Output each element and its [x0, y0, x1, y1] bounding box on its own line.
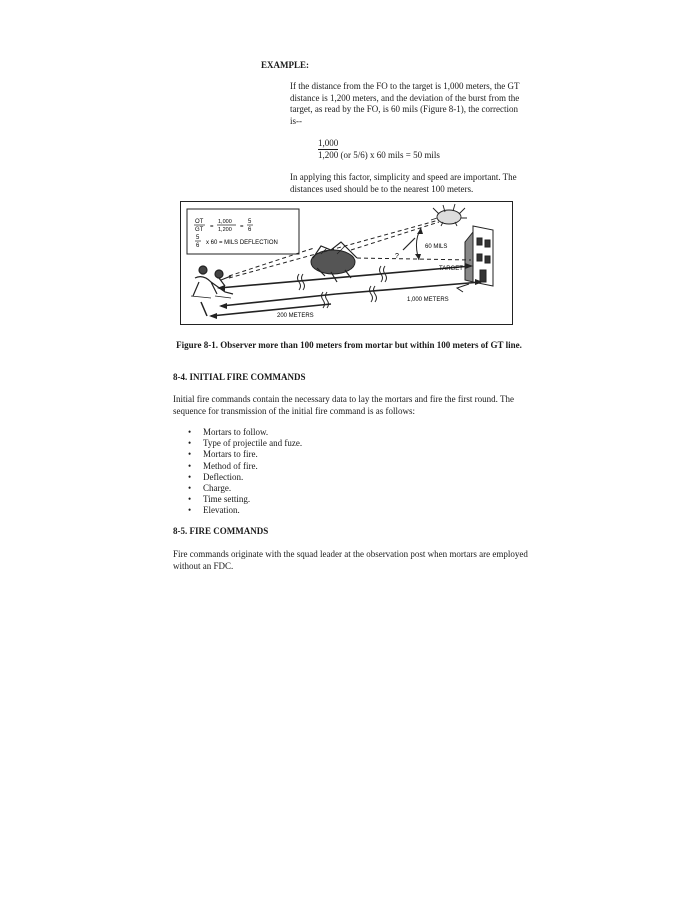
- formula-ot: OT: [195, 219, 204, 225]
- label-1000-meters: 1,000 METERS: [407, 297, 449, 303]
- label-60-mils: 60 MILS: [425, 244, 448, 250]
- burst-explosion-icon: [431, 204, 467, 226]
- formula-1200: 1,200: [218, 227, 232, 233]
- list-item: • Method of fire.: [188, 461, 302, 472]
- formula-box: [187, 209, 299, 254]
- figure-illustration: [181, 202, 511, 323]
- section-8-4-paragraph: Initial fire commands contain the necessary data to lay the mortars and fire the first round. The sequence for transmission of the initial fire command is as follows:: [173, 394, 514, 416]
- list-item: • Charge.: [188, 483, 302, 494]
- formula-1000: 1,000: [218, 219, 232, 225]
- figure-caption: Figure 8-1. Observer more than 100 meters from mortar but within 100 meters of GT line.: [176, 340, 522, 350]
- example-note: In applying this factor, simplicity and speed are important. The distances used should be to the nearest 100 meters.: [290, 172, 517, 194]
- fraction-denominator-line: 1,200 (or 5/6) x 60 mils = 50 mils: [318, 150, 440, 160]
- label-question: ?: [395, 253, 399, 260]
- section-8-5-heading: 8-5. FIRE COMMANDS: [173, 526, 269, 536]
- label-target: TARGET: [439, 266, 463, 272]
- formula-gt: GT: [195, 227, 204, 233]
- section-8-5-paragraph: Fire commands originate with the squad leader at the observation post when mortars are employed without an FDC.: [173, 549, 528, 571]
- example-paragraph: If the distance from the FO to the target is 1,000 meters, the GT distance is 1,200 meters, and the deviation of the burst from the target, as read by the FO, is 60 mils (Figure 8-1), the correction is--: [290, 81, 520, 126]
- formula-6: 6: [248, 227, 252, 233]
- section-8-4-heading: 8-4. INITIAL FIRE COMMANDS: [173, 372, 306, 382]
- list-item: • Mortars to follow.: [188, 427, 302, 438]
- formula-5b: 5: [196, 235, 200, 241]
- example-heading: EXAMPLE:: [261, 60, 309, 70]
- fraction-numerator: 1,000: [318, 138, 339, 148]
- figure-8-1: [180, 201, 513, 325]
- formula-eq-1: =: [210, 224, 214, 230]
- fire-command-sequence-list: [188, 427, 302, 517]
- list-item: • Type of projectile and fuze.: [188, 438, 302, 449]
- list-item: • Elevation.: [188, 505, 302, 516]
- distance-lines: [211, 266, 481, 316]
- formula-6b: 6: [196, 243, 200, 249]
- formula-5: 5: [248, 219, 252, 225]
- formula-eq-2: =: [240, 224, 244, 230]
- label-200-meters: 200 METERS: [277, 313, 314, 319]
- list-item: • Time setting.: [188, 494, 302, 505]
- list-item: • Mortars to fire.: [188, 449, 302, 460]
- list-item: • Deflection.: [188, 472, 302, 483]
- formula-line2: x 60 = MILS DEFLECTION: [206, 240, 278, 246]
- correction-formula: [318, 138, 440, 161]
